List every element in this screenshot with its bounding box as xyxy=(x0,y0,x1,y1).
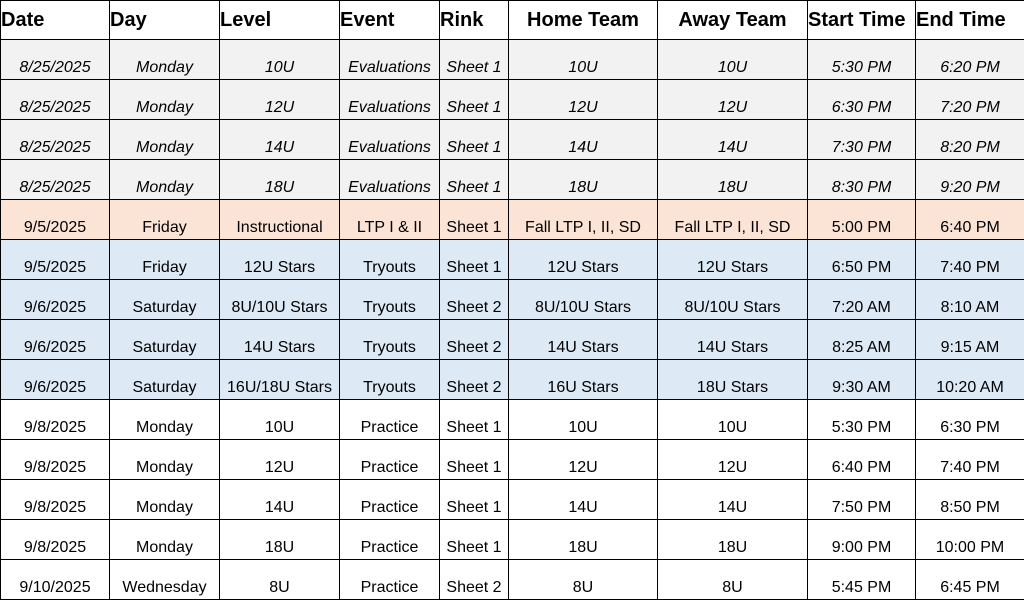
end-time-cell: 7:40 PM xyxy=(916,440,1024,480)
home-team-cell: 18U xyxy=(509,520,658,560)
level-cell: 12U xyxy=(220,440,340,480)
date-cell: 8/25/2025 xyxy=(1,120,110,160)
rink-cell: Sheet 2 xyxy=(440,560,509,600)
rink-cell: Sheet 2 xyxy=(440,320,509,360)
day-cell: Saturday xyxy=(110,320,220,360)
table-row xyxy=(1,40,1024,80)
date-cell: 9/8/2025 xyxy=(1,520,110,560)
day-cell: Monday xyxy=(110,440,220,480)
start-time-cell: 5:45 PM xyxy=(808,560,916,600)
away-team-cell: 12U xyxy=(658,80,808,120)
date-cell: 8/25/2025 xyxy=(1,40,110,80)
away-team-cell: 10U xyxy=(658,400,808,440)
away-team-cell: 12U xyxy=(658,440,808,480)
start-time-cell: 5:30 PM xyxy=(808,400,916,440)
end-time-cell: 9:15 AM xyxy=(916,320,1024,360)
date-cell: 9/8/2025 xyxy=(1,480,110,520)
end-time-cell: 8:50 PM xyxy=(916,480,1024,520)
level-cell: 8U/10U Stars xyxy=(220,280,340,320)
level-cell: 14U Stars xyxy=(220,320,340,360)
home-team-cell: 10U xyxy=(509,400,658,440)
column-header-home-team: Home Team xyxy=(509,1,658,40)
rink-cell: Sheet 2 xyxy=(440,360,509,400)
end-time-cell: 8:10 AM xyxy=(916,280,1024,320)
table-row xyxy=(1,400,1024,440)
away-team-cell: 18U xyxy=(658,520,808,560)
column-header-event: Event xyxy=(340,1,440,40)
table-row xyxy=(1,200,1024,240)
home-team-cell: 18U xyxy=(509,160,658,200)
day-cell: Monday xyxy=(110,80,220,120)
home-team-cell: 8U/10U Stars xyxy=(509,280,658,320)
event-cell: Practice xyxy=(340,480,440,520)
home-team-cell: 10U xyxy=(509,40,658,80)
home-team-cell: Fall LTP I, II, SD xyxy=(509,200,658,240)
rink-cell: Sheet 2 xyxy=(440,280,509,320)
table-row xyxy=(1,360,1024,400)
rink-cell: Sheet 1 xyxy=(440,80,509,120)
date-cell: 9/8/2025 xyxy=(1,400,110,440)
end-time-cell: 6:20 PM xyxy=(916,40,1024,80)
level-cell: 12U Stars xyxy=(220,240,340,280)
level-cell: 8U xyxy=(220,560,340,600)
level-cell: 16U/18U Stars xyxy=(220,360,340,400)
table-row xyxy=(1,480,1024,520)
start-time-cell: 6:30 PM xyxy=(808,80,916,120)
end-time-cell: 8:20 PM xyxy=(916,120,1024,160)
header-row xyxy=(1,1,1024,40)
away-team-cell: 8U/10U Stars xyxy=(658,280,808,320)
away-team-cell: 18U xyxy=(658,160,808,200)
day-cell: Monday xyxy=(110,160,220,200)
start-time-cell: 5:00 PM xyxy=(808,200,916,240)
rink-cell: Sheet 1 xyxy=(440,120,509,160)
event-cell: LTP I & II xyxy=(340,200,440,240)
end-time-cell: 7:40 PM xyxy=(916,240,1024,280)
level-cell: 10U xyxy=(220,40,340,80)
home-team-cell: 14U xyxy=(509,120,658,160)
day-cell: Friday xyxy=(110,200,220,240)
event-cell: Tryouts xyxy=(340,240,440,280)
date-cell: 9/6/2025 xyxy=(1,320,110,360)
event-cell: Evaluations xyxy=(340,160,440,200)
end-time-cell: 6:45 PM xyxy=(916,560,1024,600)
day-cell: Saturday xyxy=(110,280,220,320)
away-team-cell: 12U Stars xyxy=(658,240,808,280)
away-team-cell: 18U Stars xyxy=(658,360,808,400)
away-team-cell: Fall LTP I, II, SD xyxy=(658,200,808,240)
home-team-cell: 12U xyxy=(509,440,658,480)
date-cell: 9/8/2025 xyxy=(1,440,110,480)
rink-cell: Sheet 1 xyxy=(440,40,509,80)
level-cell: 14U xyxy=(220,120,340,160)
table-row xyxy=(1,440,1024,480)
event-cell: Tryouts xyxy=(340,280,440,320)
away-team-cell: 14U xyxy=(658,120,808,160)
level-cell: 10U xyxy=(220,400,340,440)
home-team-cell: 8U xyxy=(509,560,658,600)
date-cell: 9/6/2025 xyxy=(1,360,110,400)
day-cell: Monday xyxy=(110,40,220,80)
date-cell: 8/25/2025 xyxy=(1,160,110,200)
date-cell: 9/5/2025 xyxy=(1,200,110,240)
column-header-rink: Rink xyxy=(440,1,509,40)
table-row xyxy=(1,160,1024,200)
day-cell: Wednesday xyxy=(110,560,220,600)
away-team-cell: 14U xyxy=(658,480,808,520)
table-row xyxy=(1,560,1024,600)
rink-cell: Sheet 1 xyxy=(440,520,509,560)
event-cell: Practice xyxy=(340,400,440,440)
table-row xyxy=(1,80,1024,120)
start-time-cell: 7:50 PM xyxy=(808,480,916,520)
rink-cell: Sheet 1 xyxy=(440,160,509,200)
start-time-cell: 5:30 PM xyxy=(808,40,916,80)
event-cell: Tryouts xyxy=(340,360,440,400)
event-cell: Evaluations xyxy=(340,120,440,160)
start-time-cell: 8:30 PM xyxy=(808,160,916,200)
start-time-cell: 7:30 PM xyxy=(808,120,916,160)
date-cell: 8/25/2025 xyxy=(1,80,110,120)
table-row xyxy=(1,520,1024,560)
event-cell: Tryouts xyxy=(340,320,440,360)
column-header-day: Day xyxy=(110,1,220,40)
event-cell: Practice xyxy=(340,560,440,600)
end-time-cell: 10:20 AM xyxy=(916,360,1024,400)
column-header-level: Level xyxy=(220,1,340,40)
event-cell: Evaluations xyxy=(340,40,440,80)
day-cell: Saturday xyxy=(110,360,220,400)
start-time-cell: 6:50 PM xyxy=(808,240,916,280)
column-header-date: Date xyxy=(1,1,110,40)
column-header-away-team: Away Team xyxy=(658,1,808,40)
away-team-cell: 8U xyxy=(658,560,808,600)
home-team-cell: 16U Stars xyxy=(509,360,658,400)
date-cell: 9/10/2025 xyxy=(1,560,110,600)
rink-cell: Sheet 1 xyxy=(440,240,509,280)
end-time-cell: 6:40 PM xyxy=(916,200,1024,240)
event-cell: Evaluations xyxy=(340,80,440,120)
level-cell: 18U xyxy=(220,520,340,560)
day-cell: Monday xyxy=(110,400,220,440)
level-cell: 18U xyxy=(220,160,340,200)
home-team-cell: 12U Stars xyxy=(509,240,658,280)
home-team-cell: 14U xyxy=(509,480,658,520)
start-time-cell: 6:40 PM xyxy=(808,440,916,480)
rink-cell: Sheet 1 xyxy=(440,400,509,440)
schedule-body xyxy=(1,40,1024,600)
column-header-start-time: Start Time xyxy=(808,1,916,40)
level-cell: Instructional xyxy=(220,200,340,240)
table-row xyxy=(1,320,1024,360)
day-cell: Monday xyxy=(110,480,220,520)
table-row xyxy=(1,120,1024,160)
table-row xyxy=(1,240,1024,280)
event-cell: Practice xyxy=(340,440,440,480)
column-header-end-time: End Time xyxy=(916,1,1024,40)
day-cell: Monday xyxy=(110,120,220,160)
date-cell: 9/6/2025 xyxy=(1,280,110,320)
level-cell: 14U xyxy=(220,480,340,520)
home-team-cell: 14U Stars xyxy=(509,320,658,360)
end-time-cell: 7:20 PM xyxy=(916,80,1024,120)
rink-cell: Sheet 1 xyxy=(440,200,509,240)
end-time-cell: 10:00 PM xyxy=(916,520,1024,560)
start-time-cell: 8:25 AM xyxy=(808,320,916,360)
end-time-cell: 9:20 PM xyxy=(916,160,1024,200)
table-row xyxy=(1,280,1024,320)
start-time-cell: 9:30 AM xyxy=(808,360,916,400)
date-cell: 9/5/2025 xyxy=(1,240,110,280)
day-cell: Monday xyxy=(110,520,220,560)
event-cell: Practice xyxy=(340,520,440,560)
home-team-cell: 12U xyxy=(509,80,658,120)
rink-cell: Sheet 1 xyxy=(440,480,509,520)
away-team-cell: 10U xyxy=(658,40,808,80)
day-cell: Friday xyxy=(110,240,220,280)
start-time-cell: 9:00 PM xyxy=(808,520,916,560)
rink-cell: Sheet 1 xyxy=(440,440,509,480)
start-time-cell: 7:20 AM xyxy=(808,280,916,320)
end-time-cell: 6:30 PM xyxy=(916,400,1024,440)
level-cell: 12U xyxy=(220,80,340,120)
away-team-cell: 14U Stars xyxy=(658,320,808,360)
